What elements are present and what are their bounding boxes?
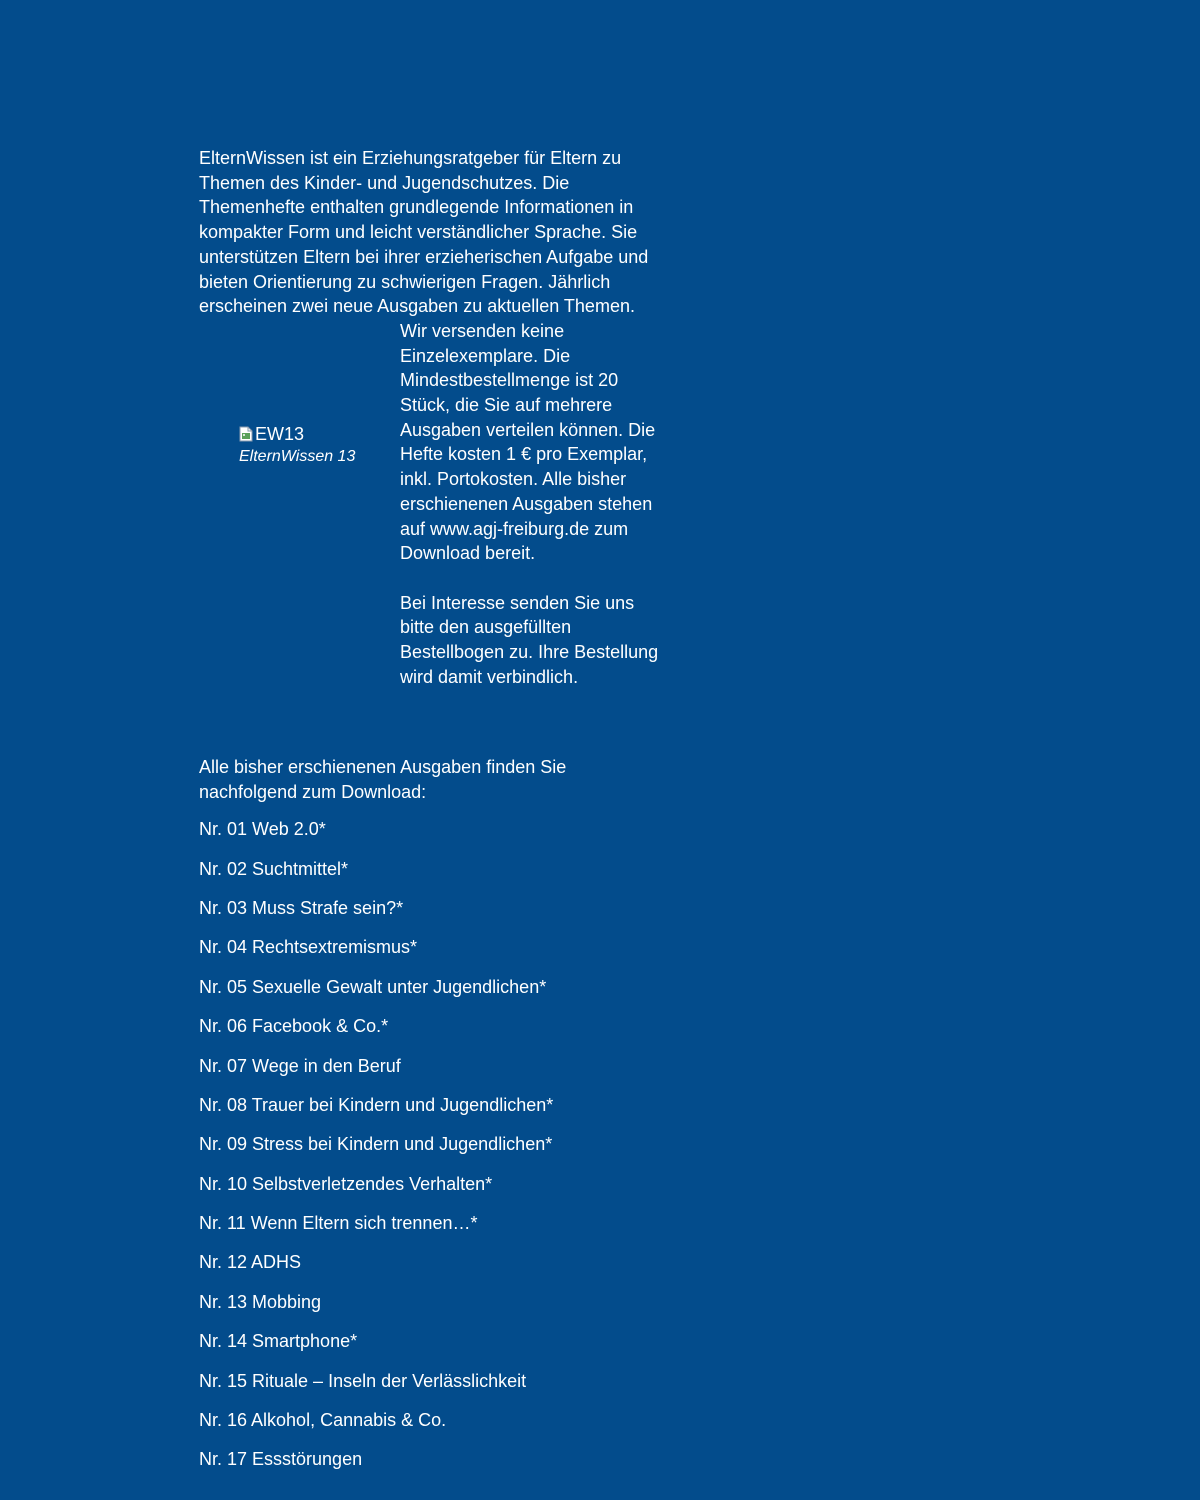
cover-figure bbox=[239, 422, 359, 468]
issue-link-11[interactable]: Nr. 11 Wenn Eltern sich trennen…* bbox=[199, 1213, 478, 1234]
list-item bbox=[199, 1329, 669, 1354]
cover-image-alt: EW13 bbox=[255, 423, 305, 444]
list-item bbox=[199, 1369, 669, 1394]
order-paragraph-2: Bei Interesse senden Sie uns bitte den ausgefüllten Bestellbogen zu. Ihre Bestellung wird damit verbindlich. bbox=[400, 592, 659, 687]
cover-caption: ElternWissen 13 bbox=[239, 447, 356, 465]
issue-link-10[interactable]: Nr. 10 Selbstverletzendes Verhalten* bbox=[199, 1173, 493, 1194]
issue-list bbox=[199, 817, 669, 1472]
order-text bbox=[400, 319, 662, 690]
list-item bbox=[199, 857, 669, 882]
intro-paragraph: ElternWissen ist ein Erziehungsratgeber für Eltern zu Themen des Kinder- und Jugendschutzes. Die Themenhefte enthalten grundlegende Informationen in kompakter Form und leicht verständlicher Sprache. Sie unterstützen Eltern bei ihrer erzieherischen Aufgabe und bieten Orientierung zu schwierigen Fragen. Jährlich erscheinen zwei neue Ausgaben zu aktuellen Themen. bbox=[199, 148, 649, 317]
list-item bbox=[199, 1447, 669, 1472]
issue-link-06[interactable]: Nr. 06 Facebook & Co.* bbox=[199, 1016, 389, 1037]
issue-link-09[interactable]: Nr. 09 Stress bei Kindern und Jugendlichen* bbox=[199, 1134, 553, 1155]
issue-link-13[interactable]: Nr. 13 Mobbing bbox=[199, 1291, 322, 1312]
issue-link-03[interactable]: Nr. 03 Muss Strafe sein?* bbox=[199, 898, 404, 919]
issue-link-02[interactable]: Nr. 02 Suchtmittel* bbox=[199, 858, 349, 879]
list-item bbox=[199, 1408, 669, 1433]
issue-link-12[interactable]: Nr. 12 ADHS bbox=[199, 1252, 302, 1273]
list-item bbox=[199, 817, 669, 842]
issue-link-14[interactable]: Nr. 14 Smartphone* bbox=[199, 1331, 358, 1352]
issue-link-01[interactable]: Nr. 01 Web 2.0* bbox=[199, 819, 326, 840]
issue-link-07[interactable]: Nr. 07 Wege in den Beruf bbox=[199, 1055, 401, 1076]
list-item bbox=[199, 935, 669, 960]
issue-link-16[interactable]: Nr. 16 Alkohol, Cannabis & Co. bbox=[199, 1409, 447, 1430]
main-content bbox=[199, 146, 669, 1487]
downloads-intro: Alle bisher erschienenen Ausgaben finden Sie nachfolgend zum Download: bbox=[199, 756, 567, 802]
list-item bbox=[199, 1014, 669, 1039]
list-item bbox=[199, 975, 669, 1000]
list-item bbox=[199, 1054, 669, 1079]
list-item bbox=[199, 1250, 669, 1275]
list-item bbox=[199, 1132, 669, 1157]
issue-link-04[interactable]: Nr. 04 Rechtsextremismus* bbox=[199, 937, 418, 958]
order-paragraph-1: Wir versenden keine Einzelexemplare. Die Mindestbestellmenge ist 20 Stück, die Sie auf mehrere Ausgaben verteilen können. Die Hefte kosten 1 € pro Exemplar, inkl. Portokosten. Alle bisher erschienenen Ausgaben stehen auf www.agj-freiburg.de zum Download bereit. bbox=[400, 320, 656, 564]
issue-link-15[interactable]: Nr. 15 Rituale – Inseln der Verlässlichkeit bbox=[199, 1370, 527, 1391]
cover-image-broken bbox=[239, 422, 359, 446]
issue-link-05[interactable]: Nr. 05 Sexuelle Gewalt unter Jugendlichen* bbox=[199, 976, 547, 997]
list-item bbox=[199, 1211, 669, 1236]
list-item bbox=[199, 1290, 669, 1315]
list-item bbox=[199, 1093, 669, 1118]
issue-link-08[interactable]: Nr. 08 Trauer bei Kindern und Jugendlichen* bbox=[199, 1094, 554, 1115]
issue-link-17[interactable]: Nr. 17 Essstörungen bbox=[199, 1449, 363, 1470]
list-item bbox=[199, 896, 669, 921]
order-info-block bbox=[199, 319, 669, 732]
broken-image-icon bbox=[239, 426, 253, 442]
list-item bbox=[199, 1172, 669, 1197]
